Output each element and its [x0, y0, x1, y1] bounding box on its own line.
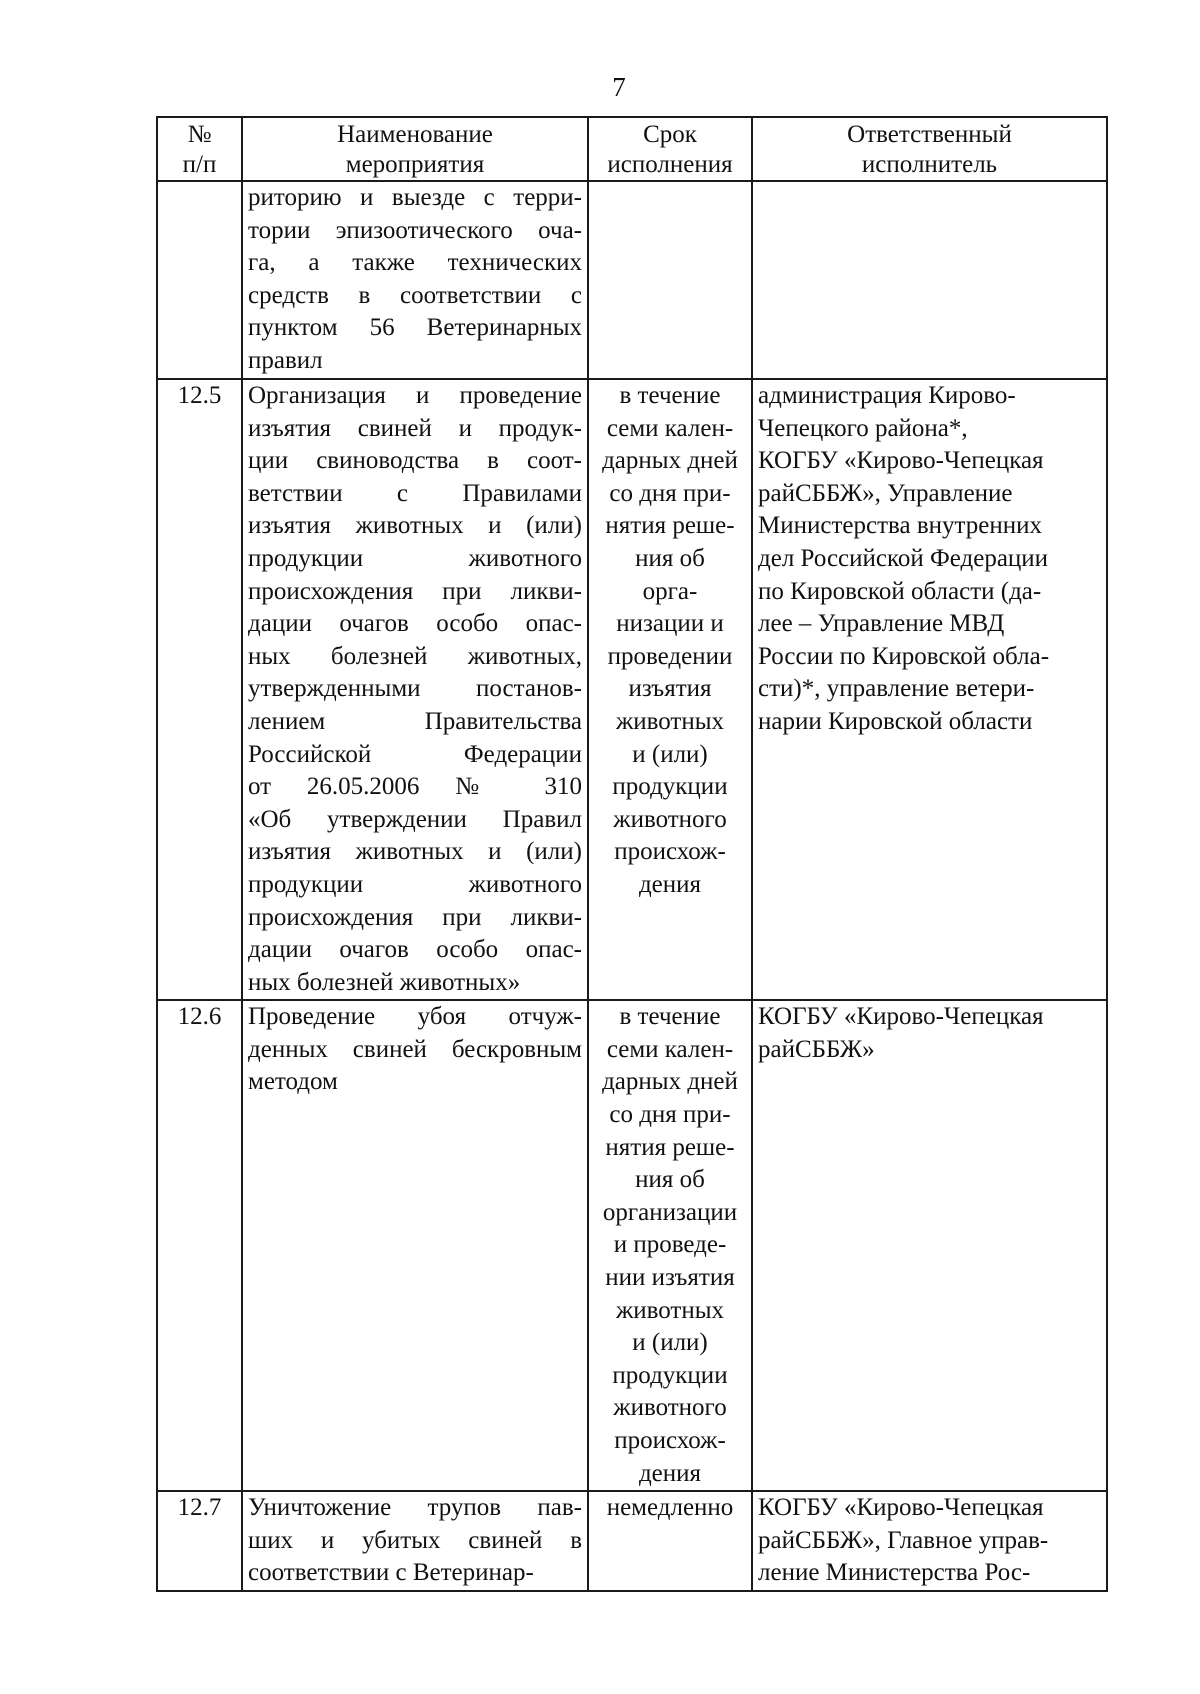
- deadline-line: семи кален-: [606, 1035, 734, 1063]
- cell-number: [157, 1000, 242, 1491]
- measure-name-line: правил: [248, 346, 323, 374]
- measure-name-line: происхождения при ликви-: [248, 577, 582, 605]
- measure-name-line: дации очагов особо опас-: [248, 936, 582, 964]
- deadline-line: продукции: [612, 1361, 728, 1389]
- measure-name-line: ных болезней животных»: [248, 968, 521, 996]
- deadline-line: и (или): [632, 740, 708, 768]
- measure-name-line: ших и убитых свиней в: [248, 1526, 582, 1554]
- measure-name-line: Организация и проведение: [248, 382, 582, 409]
- measures-table: [156, 116, 1108, 1592]
- table-header-row: [157, 117, 1107, 181]
- measure-name-line: ветствии с Правилами: [248, 479, 582, 507]
- deadline-line: дарных дней: [602, 447, 738, 475]
- measure-name-line: изъятия животных и (или): [248, 512, 582, 540]
- measure-name-line: денных свиней бескровным: [248, 1035, 582, 1063]
- deadline-line: животного: [613, 1394, 727, 1422]
- header-deadline-line: исполнения: [607, 151, 733, 178]
- deadline-line: изъятия: [628, 675, 712, 703]
- measure-name-line: лением Правительства: [248, 707, 582, 735]
- cell-deadline: [588, 1491, 752, 1591]
- deadline-line: животного: [613, 805, 727, 833]
- measure-name-line: изъятия животных и (или): [248, 838, 582, 866]
- responsible-line: райСББЖ»: [758, 1035, 875, 1063]
- measure-name-line: ции свиноводства в соот-: [248, 447, 582, 475]
- header-responsible-line: исполнитель: [861, 151, 998, 178]
- deadline-line: животных: [615, 1296, 725, 1324]
- deadline-line: и проведе-: [613, 1231, 727, 1259]
- header-responsible: [752, 117, 1107, 181]
- deadline-line: дения: [638, 870, 702, 898]
- responsible-line: райСББЖ», Управление: [758, 479, 1013, 507]
- table-row: [157, 1000, 1107, 1491]
- cell-measure-name: [242, 1000, 588, 1491]
- measure-name-line: Уничтожение трупов пав-: [248, 1494, 582, 1522]
- responsible-line: лее – Управление МВД: [758, 610, 1005, 638]
- measure-name-line: риторию и выезде с терри-: [248, 184, 582, 211]
- responsible-line: райСББЖ», Главное управ-: [758, 1526, 1049, 1554]
- responsible-line: по Кировской области (да-: [758, 577, 1042, 605]
- page-number: 7: [612, 72, 626, 102]
- deadline-line: ния об: [635, 1166, 705, 1194]
- measure-name-line: Проведение убоя отчуж-: [248, 1003, 582, 1031]
- deadline-line: низации и: [616, 610, 724, 638]
- row-number: 12.5: [177, 382, 222, 409]
- measure-name-line: от 26.05.2006 № 310: [248, 773, 582, 801]
- deadline-line: ния об: [635, 544, 705, 572]
- deadline-line: дения: [638, 1459, 702, 1487]
- measure-name-line: пунктом 56 Ветеринарных: [248, 314, 582, 342]
- header-number-line: п/п: [182, 151, 217, 178]
- deadline-line: немедленно: [606, 1494, 734, 1522]
- row-number: 12.6: [177, 1003, 222, 1031]
- header-deadline-line: Срок: [643, 121, 697, 148]
- responsible-line: нарии Кировской области: [758, 707, 1033, 735]
- cell-number: [157, 1491, 242, 1591]
- measure-name-line: «Об утверждении Правил: [248, 805, 582, 833]
- cell-measure-name: [242, 1491, 588, 1591]
- cell-measure-name: [242, 181, 588, 379]
- deadline-line: орга-: [642, 577, 698, 605]
- measure-name-line: методом: [248, 1068, 338, 1096]
- header-deadline: [588, 117, 752, 181]
- measure-name-line: изъятия свиней и продук-: [248, 414, 582, 442]
- header-measure-name: [242, 117, 588, 181]
- measure-name-line: Российской Федерации: [248, 740, 582, 768]
- responsible-line: ление Министерства Рос-: [758, 1559, 1031, 1587]
- cell-deadline: [588, 1000, 752, 1491]
- cell-deadline: [588, 181, 752, 379]
- deadline-line: дарных дней: [602, 1068, 738, 1096]
- header-number-line: №: [187, 121, 212, 148]
- responsible-line: администрация Кирово-: [758, 382, 1016, 409]
- header-responsible-line: Ответственный: [847, 121, 1012, 148]
- measure-name-line: соответствии с Ветеринар-: [248, 1559, 534, 1587]
- deadline-line: в течение: [619, 1003, 721, 1031]
- measure-name-line: ных болезней животных,: [248, 642, 582, 670]
- cell-responsible: [752, 1000, 1107, 1491]
- measure-name-line: продукции животного: [248, 544, 582, 572]
- measure-name-line: средств в соответствии с: [248, 281, 582, 309]
- measure-name-line: дации очагов особо опас-: [248, 610, 582, 638]
- cell-number: [157, 181, 242, 379]
- deadline-line: животных: [615, 707, 725, 735]
- cell-responsible: [752, 379, 1107, 1000]
- deadline-line: семи кален-: [606, 414, 734, 442]
- responsible-line: КОГБУ «Кирово-Чепецкая: [758, 447, 1044, 475]
- header-number: [157, 117, 242, 181]
- deadline-line: в течение: [619, 382, 721, 409]
- measure-name-line: тории эпизоотического оча-: [248, 216, 582, 244]
- deadline-line: продукции: [612, 773, 728, 801]
- responsible-line: дел Российской Федерации: [758, 544, 1049, 572]
- cell-deadline: [588, 379, 752, 1000]
- deadline-line: и (или): [632, 1329, 708, 1357]
- responsible-line: Министерства внутренних: [758, 512, 1042, 540]
- table-row: [157, 379, 1107, 1000]
- table-row: [157, 1491, 1107, 1591]
- cell-number: [157, 379, 242, 1000]
- responsible-line: сти)*, управление ветери-: [758, 675, 1035, 703]
- deadline-line: организации: [602, 1198, 738, 1226]
- table-row: [157, 181, 1107, 379]
- deadline-line: нятия реше-: [605, 512, 735, 540]
- measure-name-line: продукции животного: [248, 870, 582, 898]
- measure-name-line: происхождения при ликви-: [248, 903, 582, 931]
- measure-name-line: утвержденными постанов-: [248, 675, 582, 703]
- responsible-line: КОГБУ «Кирово-Чепецкая: [758, 1494, 1044, 1522]
- deadline-line: нятия реше-: [605, 1133, 735, 1161]
- deadline-line: со дня при-: [609, 1101, 731, 1129]
- cell-measure-name: [242, 379, 588, 1000]
- deadline-line: проведении: [607, 642, 733, 670]
- cell-responsible: [752, 181, 1107, 379]
- responsible-line: Чепецкого района*,: [758, 414, 968, 442]
- header-measure-name-line: мероприятия: [345, 151, 485, 178]
- row-number: 12.7: [177, 1494, 222, 1522]
- responsible-line: КОГБУ «Кирово-Чепецкая: [758, 1003, 1044, 1031]
- deadline-line: нии изъятия: [605, 1264, 735, 1292]
- header-measure-name-line: Наименование: [337, 121, 493, 148]
- cell-responsible: [752, 1491, 1107, 1591]
- measure-name-line: га, а также технических: [248, 249, 582, 277]
- deadline-line: происхож-: [614, 838, 726, 866]
- deadline-line: со дня при-: [609, 479, 731, 507]
- responsible-line: России по Кировской обла-: [758, 642, 1050, 670]
- deadline-line: происхож-: [614, 1427, 726, 1454]
